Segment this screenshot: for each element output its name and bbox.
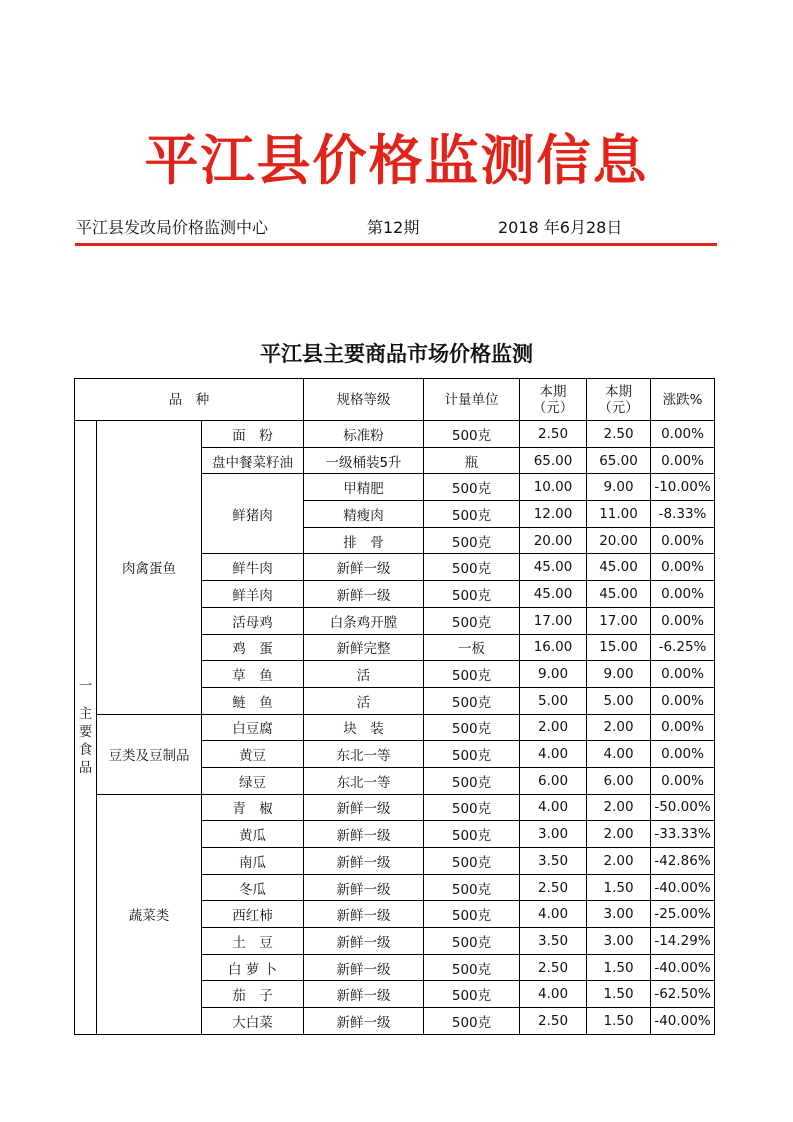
item-price-b: 1.50	[587, 874, 651, 901]
item-name: 冬瓜	[202, 874, 304, 901]
item-spec: 新鲜一级	[304, 794, 424, 821]
item-change: -42.86%	[651, 848, 715, 875]
item-unit: 瓶	[424, 447, 520, 474]
item-price-a: 9.00	[520, 661, 587, 688]
item-price-a: 12.00	[520, 501, 587, 528]
item-spec: 新鲜一级	[304, 928, 424, 955]
section-char: 食	[78, 742, 93, 759]
item-price-a: 2.00	[520, 714, 587, 741]
item-spec: 东北一等	[304, 767, 424, 794]
item-name: 白豆腐	[202, 714, 304, 741]
red-divider	[75, 243, 717, 246]
item-name: 青 椒	[202, 794, 304, 821]
issue-date: 2018 年6月28日	[498, 218, 623, 237]
item-unit: 500克	[424, 874, 520, 901]
group-meat: 肉禽蛋鱼	[97, 421, 202, 715]
item-price-a: 3.00	[520, 821, 587, 848]
item-change: 0.00%	[651, 421, 715, 448]
section-char: 品	[78, 760, 93, 777]
item-change: -8.33%	[651, 501, 715, 528]
item-change: -40.00%	[651, 874, 715, 901]
section-number: 一	[78, 678, 93, 695]
item-price-a: 4.00	[520, 901, 587, 928]
item-spec: 新鲜一级	[304, 874, 424, 901]
table-row	[75, 794, 715, 821]
item-change: 0.00%	[651, 741, 715, 768]
item-name: 土 豆	[202, 928, 304, 955]
item-spec: 东北一等	[304, 741, 424, 768]
item-price-a: 45.00	[520, 554, 587, 581]
item-price-b: 20.00	[587, 527, 651, 554]
item-spec: 新鲜一级	[304, 581, 424, 608]
item-spec: 新鲜一级	[304, 901, 424, 928]
item-name: 黄瓜	[202, 821, 304, 848]
item-unit: 500克	[424, 794, 520, 821]
item-change: -10.00%	[651, 474, 715, 501]
section-char: 要	[78, 724, 93, 741]
item-change: 0.00%	[651, 767, 715, 794]
item-change: -25.00%	[651, 901, 715, 928]
table-row	[75, 421, 715, 448]
item-price-b: 1.50	[587, 1008, 651, 1035]
header-spec: 规格等级	[304, 379, 424, 421]
item-unit: 500克	[424, 554, 520, 581]
item-change: -50.00%	[651, 794, 715, 821]
header-current-a	[520, 379, 587, 421]
item-price-b: 3.00	[587, 901, 651, 928]
item-price-b: 6.00	[587, 767, 651, 794]
item-change: 0.00%	[651, 687, 715, 714]
item-price-b: 2.00	[587, 714, 651, 741]
header-current-a-label: 本期	[539, 383, 567, 400]
item-name: 大白菜	[202, 1008, 304, 1035]
item-change: -40.00%	[651, 1008, 715, 1035]
item-unit: 500克	[424, 901, 520, 928]
item-change: 0.00%	[651, 554, 715, 581]
header-change: 涨跌%	[651, 379, 715, 421]
item-spec: 新鲜完整	[304, 634, 424, 661]
item-unit: 500克	[424, 821, 520, 848]
item-spec: 精瘦肉	[304, 501, 424, 528]
item-spec: 新鲜一级	[304, 954, 424, 981]
item-price-a: 2.50	[520, 1008, 587, 1035]
item-change: 0.00%	[651, 661, 715, 688]
price-table	[74, 378, 715, 1035]
item-price-a: 2.50	[520, 874, 587, 901]
item-name: 绿豆	[202, 767, 304, 794]
item-price-a: 20.00	[520, 527, 587, 554]
header-current-b-unit: （元）	[598, 399, 639, 416]
item-change: -6.25%	[651, 634, 715, 661]
item-name: 盘中餐菜籽油	[202, 447, 304, 474]
issuer-name: 平江县发改局价格监测中心	[76, 218, 269, 237]
item-name: 活母鸡	[202, 607, 304, 634]
item-price-a: 4.00	[520, 794, 587, 821]
item-name: 西红柿	[202, 901, 304, 928]
item-price-a: 3.50	[520, 928, 587, 955]
item-unit: 500克	[424, 981, 520, 1008]
table-row	[75, 714, 715, 741]
item-unit: 500克	[424, 474, 520, 501]
item-price-b: 5.00	[587, 687, 651, 714]
item-price-b: 15.00	[587, 634, 651, 661]
item-unit: 500克	[424, 741, 520, 768]
group-pork: 鲜猪肉	[202, 474, 304, 554]
item-unit: 500克	[424, 928, 520, 955]
item-unit: 500克	[424, 714, 520, 741]
header-row	[75, 379, 715, 421]
item-name: 鲢 鱼	[202, 687, 304, 714]
item-unit: 500克	[424, 581, 520, 608]
item-change: -62.50%	[651, 981, 715, 1008]
item-price-b: 9.00	[587, 474, 651, 501]
item-change: -33.33%	[651, 821, 715, 848]
item-spec: 甲精肥	[304, 474, 424, 501]
item-change: -40.00%	[651, 954, 715, 981]
item-price-b: 4.00	[587, 741, 651, 768]
item-unit: 500克	[424, 687, 520, 714]
item-unit: 500克	[424, 767, 520, 794]
item-spec: 新鲜一级	[304, 554, 424, 581]
item-spec: 标准粉	[304, 421, 424, 448]
group-veg: 蔬菜类	[97, 794, 202, 1034]
item-name: 南瓜	[202, 848, 304, 875]
item-name: 鲜羊肉	[202, 581, 304, 608]
item-spec: 白条鸡开膛	[304, 607, 424, 634]
item-price-a: 5.00	[520, 687, 587, 714]
item-price-b: 1.50	[587, 981, 651, 1008]
item-change: 0.00%	[651, 714, 715, 741]
item-price-b: 9.00	[587, 661, 651, 688]
item-name: 白 萝 卜	[202, 954, 304, 981]
item-spec: 活	[304, 687, 424, 714]
item-price-a: 17.00	[520, 607, 587, 634]
item-name: 黄豆	[202, 741, 304, 768]
item-name: 草 鱼	[202, 661, 304, 688]
item-price-b: 65.00	[587, 447, 651, 474]
item-price-b: 1.50	[587, 954, 651, 981]
item-price-a: 2.50	[520, 954, 587, 981]
item-change: -14.29%	[651, 928, 715, 955]
item-price-b: 11.00	[587, 501, 651, 528]
item-unit: 500克	[424, 954, 520, 981]
header-current-a-unit: （元）	[532, 399, 574, 416]
item-unit: 500克	[424, 848, 520, 875]
item-unit: 500克	[424, 501, 520, 528]
header-current-b	[587, 379, 651, 421]
item-spec: 新鲜一级	[304, 981, 424, 1008]
item-spec: 新鲜一级	[304, 848, 424, 875]
item-unit: 一板	[424, 634, 520, 661]
item-price-a: 4.00	[520, 741, 587, 768]
header-variety: 品 种	[75, 379, 304, 421]
item-price-a: 2.50	[520, 421, 587, 448]
item-price-a: 6.00	[520, 767, 587, 794]
item-price-b: 2.00	[587, 794, 651, 821]
item-unit: 500克	[424, 421, 520, 448]
item-price-a: 10.00	[520, 474, 587, 501]
item-price-a: 3.50	[520, 848, 587, 875]
item-spec: 新鲜一级	[304, 1008, 424, 1035]
item-spec: 新鲜一级	[304, 821, 424, 848]
header-current-b-label: 本期	[605, 383, 633, 400]
item-price-b: 45.00	[587, 554, 651, 581]
section-char: 主	[78, 706, 93, 723]
item-change: 0.00%	[651, 527, 715, 554]
item-spec: 活	[304, 661, 424, 688]
item-price-b: 45.00	[587, 581, 651, 608]
item-spec: 块 装	[304, 714, 424, 741]
item-price-b: 2.00	[587, 821, 651, 848]
issue-number: 第12期	[367, 218, 420, 237]
item-change: 0.00%	[651, 447, 715, 474]
item-spec: 一级桶装5升	[304, 447, 424, 474]
table-title: 平江县主要商品市场价格监测	[260, 342, 533, 366]
item-price-a: 45.00	[520, 581, 587, 608]
item-change: 0.00%	[651, 607, 715, 634]
item-unit: 500克	[424, 527, 520, 554]
masthead-title: 平江县价格监测信息	[144, 128, 649, 192]
item-name: 面 粉	[202, 421, 304, 448]
header-unit: 计量单位	[424, 379, 520, 421]
item-price-b: 2.50	[587, 421, 651, 448]
item-spec: 排 骨	[304, 527, 424, 554]
item-price-a: 65.00	[520, 447, 587, 474]
group-bean: 豆类及豆制品	[97, 714, 202, 794]
item-name: 茄 子	[202, 981, 304, 1008]
item-price-b: 17.00	[587, 607, 651, 634]
item-unit: 500克	[424, 607, 520, 634]
item-unit: 500克	[424, 661, 520, 688]
item-name: 鸡 蛋	[202, 634, 304, 661]
item-price-b: 2.00	[587, 848, 651, 875]
item-price-a: 4.00	[520, 981, 587, 1008]
section-label	[75, 421, 97, 1035]
item-change: 0.00%	[651, 581, 715, 608]
item-unit: 500克	[424, 1008, 520, 1035]
item-price-b: 3.00	[587, 928, 651, 955]
item-name: 鲜牛肉	[202, 554, 304, 581]
item-price-a: 16.00	[520, 634, 587, 661]
